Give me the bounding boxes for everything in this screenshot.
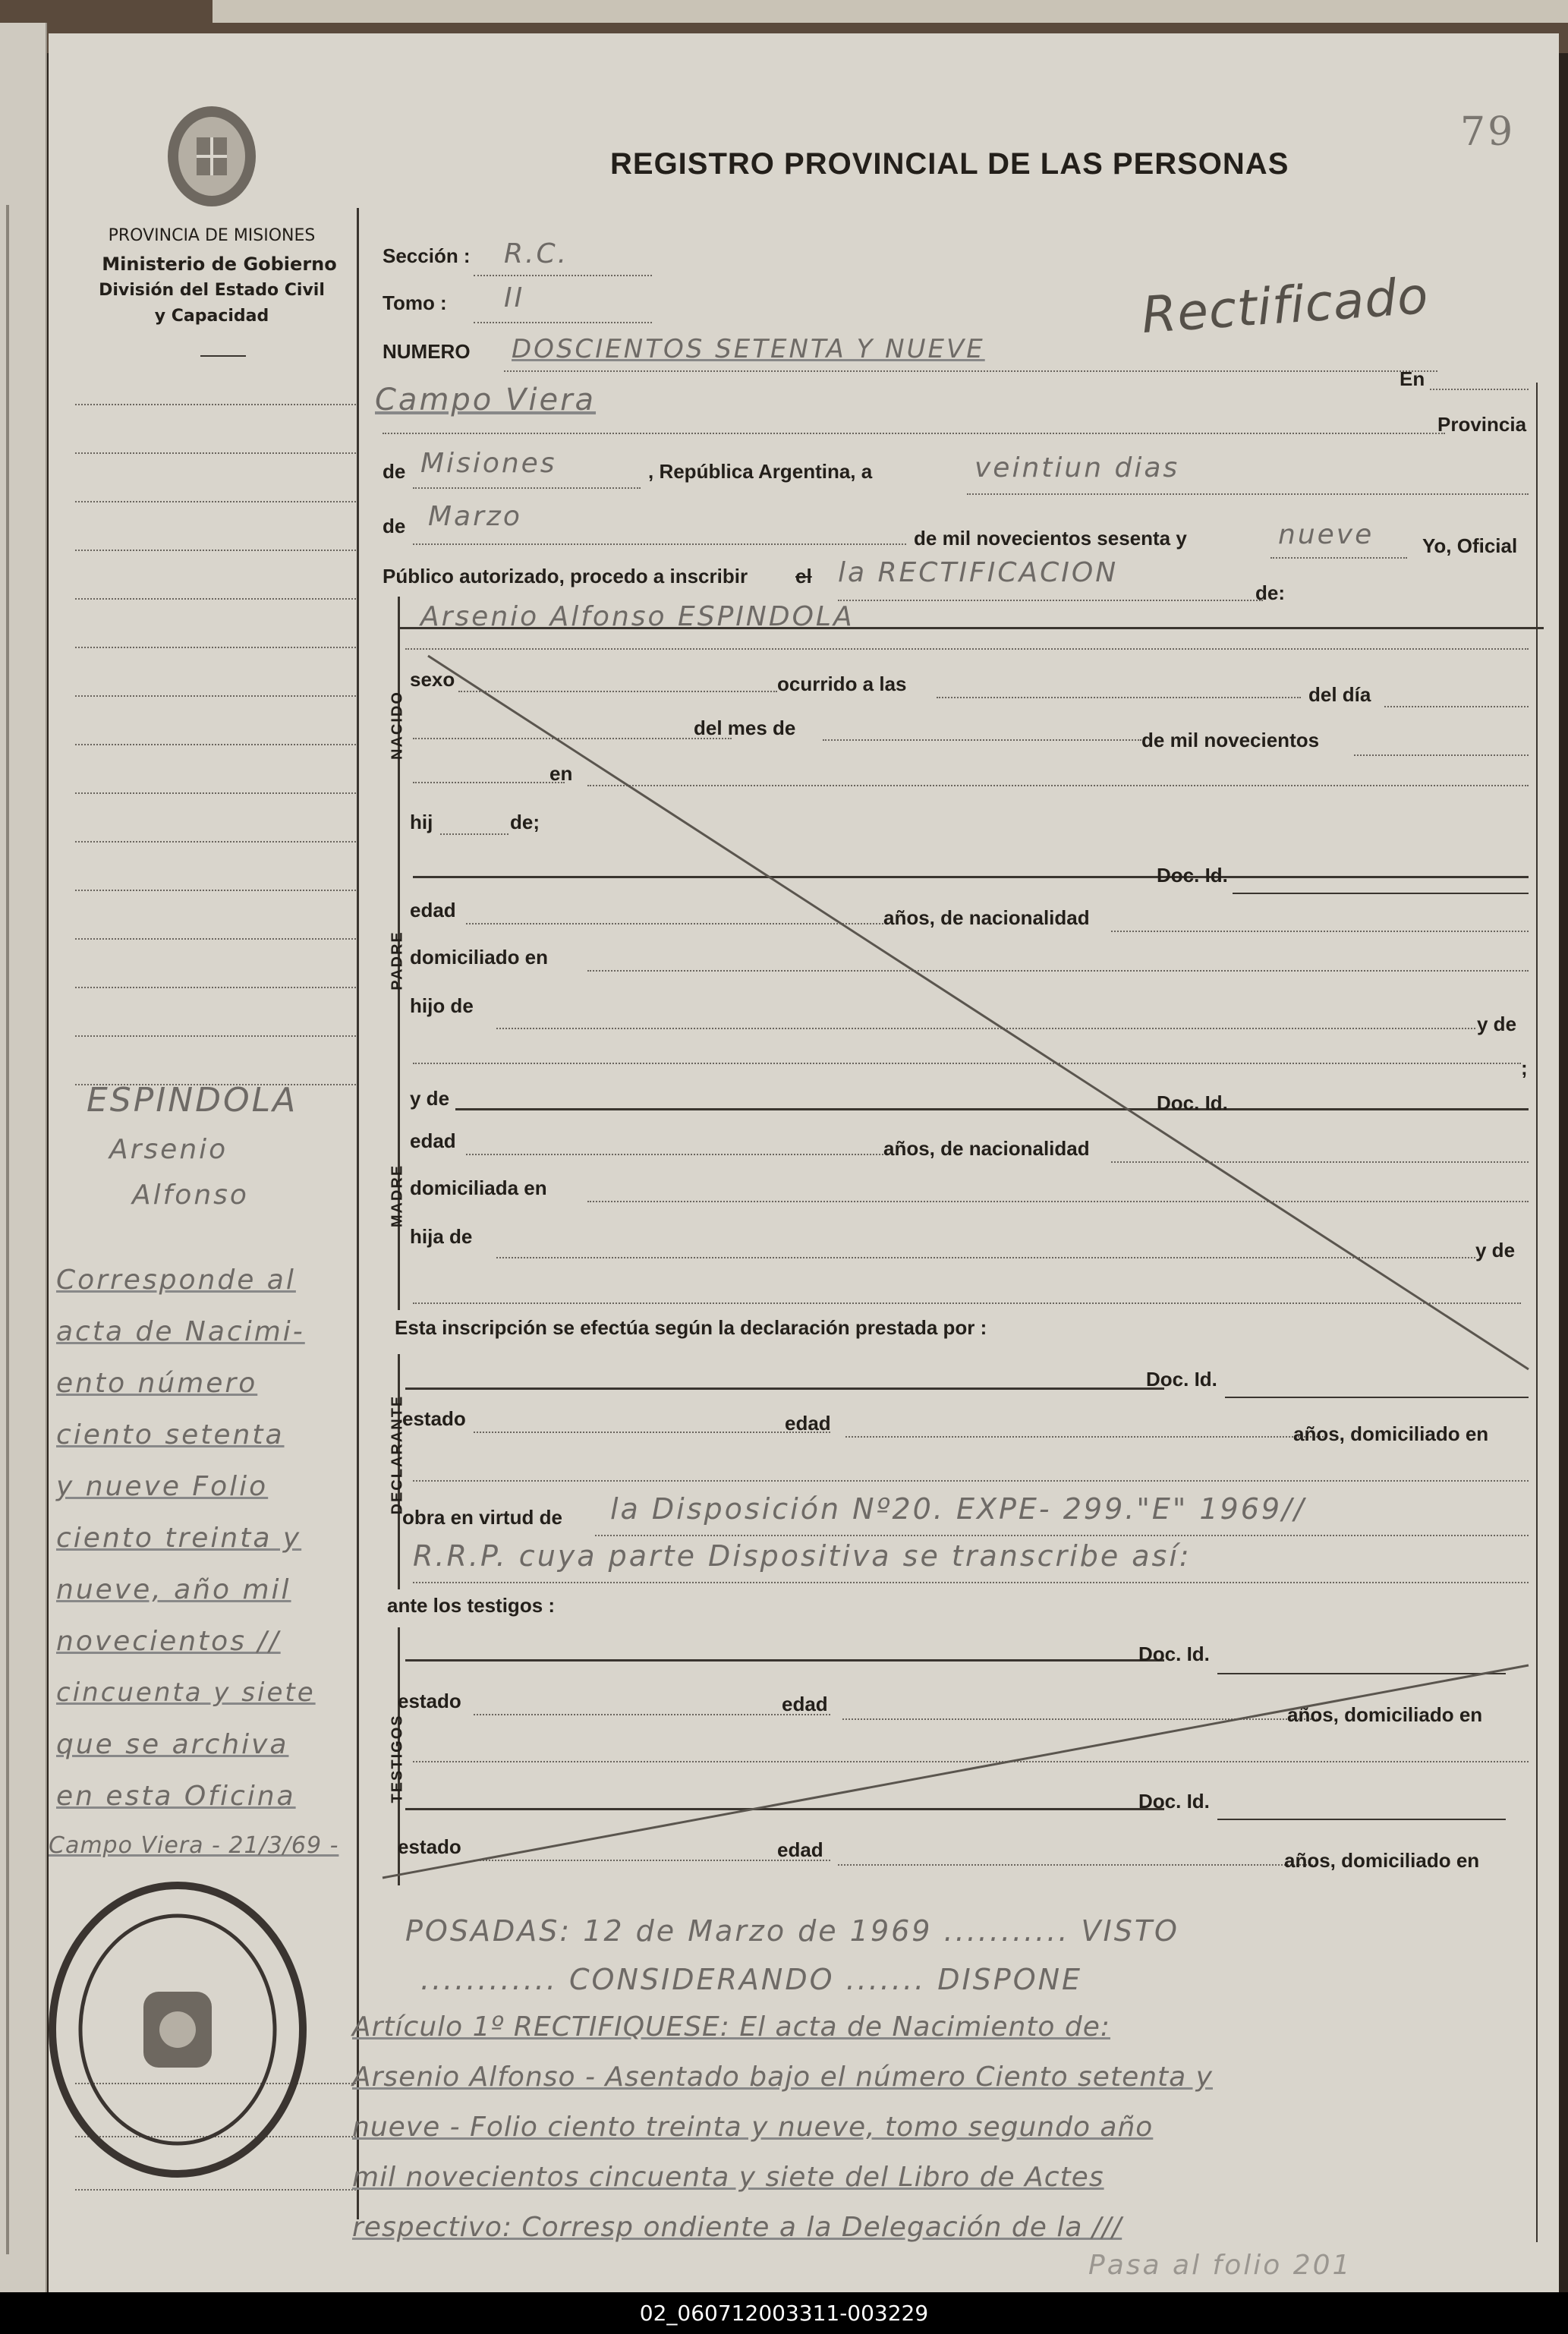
bottom-note: Pasa al folio 201 — [1088, 2250, 1352, 2281]
label-sexo: sexo — [410, 668, 455, 691]
label-hij: hij — [410, 811, 433, 833]
label-anos-dom-declarante: años, domiciliado en — [1293, 1422, 1489, 1445]
label-seccion: Sección : — [383, 244, 471, 267]
label-edad-testigo-1: edad — [782, 1693, 828, 1715]
section-label-madre: MADRE — [389, 1164, 406, 1228]
field-nombre: Arsenio Alfonso ESPINDOLA — [420, 601, 855, 632]
label-en: En — [1400, 367, 1425, 390]
label-anos-nac-padre: años, de nacionalidad — [883, 906, 1090, 929]
office-line-4: y Capacidad — [154, 307, 269, 326]
label-publico: Público autorizado, procedo a inscribir — [383, 565, 748, 587]
field-numero: DOSCIENTOS SETENTA Y NUEVE — [512, 334, 985, 364]
label-ocurrido: ocurrido a las — [777, 672, 907, 695]
margin-given-1: Arsenio — [109, 1134, 228, 1165]
field-provincia: Misiones — [420, 448, 557, 479]
label-doc-id-madre: Doc. Id. — [1157, 1091, 1228, 1114]
office-line-1: PROVINCIA DE MISIONES — [108, 226, 316, 245]
label-el: el — [795, 565, 812, 587]
office-line-3: División del Estado Civil — [99, 281, 325, 300]
folio-number: 79 — [1460, 109, 1516, 155]
label-hija-de: hija de — [410, 1225, 473, 1248]
image-id-footer: 02_060712003311-003229 — [0, 2292, 1568, 2334]
label-del-mes: del mes de — [694, 717, 796, 739]
label-estado-testigo-1: estado — [398, 1690, 461, 1712]
label-domiciliado-padre: domiciliado en — [410, 946, 549, 969]
label-doc-id-testigo-1: Doc. Id. — [1138, 1643, 1210, 1665]
label-anos-dom-testigo-2: años, domiciliado en — [1284, 1849, 1480, 1872]
adjacent-page-edge — [0, 23, 47, 2292]
label-doc-id-padre: Doc. Id. — [1157, 864, 1228, 887]
label-en-2: en — [549, 762, 573, 785]
label-provincia: Provincia — [1437, 413, 1527, 436]
label-anos-nac-madre: años, de nacionalidad — [883, 1137, 1090, 1160]
field-lugar: Campo Viera — [375, 383, 597, 417]
label-edad-declarante: edad — [785, 1412, 831, 1435]
label-tomo: Tomo : — [383, 291, 447, 314]
field-seccion: R.C. — [504, 238, 569, 269]
margin-given-2: Alfonso — [132, 1180, 249, 1211]
top-paper-edge — [213, 0, 1568, 23]
label-republica: , República Argentina, a — [648, 460, 873, 483]
section-label-declarante: DECLARANTE — [389, 1394, 406, 1515]
office-line-2: Ministerio de Gobierno — [102, 254, 337, 275]
label-doc-id-testigo-2: Doc. Id. — [1138, 1790, 1210, 1813]
form-title: REGISTRO PROVINCIAL DE LAS PERSONAS — [610, 147, 1289, 181]
label-yo-oficial: Yo, Oficial — [1422, 534, 1518, 557]
label-edad-madre: edad — [410, 1129, 456, 1152]
label-estado-declarante: estado — [402, 1407, 466, 1430]
field-obra-2: R.R.P. cuya parte Dispositiva se transcribe así: — [413, 1539, 1192, 1573]
label-y-de-padre: y de — [1477, 1013, 1517, 1035]
section-label-padre: PADRE — [389, 931, 406, 991]
label-hijo-de: hijo de — [410, 994, 474, 1017]
field-acto: la RECTIFICACION — [838, 557, 1119, 588]
label-de-mil-nov: de mil novecientos — [1141, 729, 1320, 751]
label-de-2: de — [383, 515, 406, 537]
label-domiciliada-madre: domiciliada en — [410, 1176, 547, 1199]
section-label-nacido: NACIDO — [389, 691, 406, 760]
field-anio: nueve — [1278, 519, 1374, 550]
section-label-testigos: TESTIGOS — [389, 1714, 406, 1803]
label-numero: NUMERO — [383, 340, 471, 363]
label-de-semicolon: de; — [510, 811, 540, 833]
label-de: de — [383, 460, 406, 483]
label-edad-testigo-2: edad — [777, 1838, 823, 1861]
field-mes: Marzo — [428, 501, 522, 532]
cross-out-lines — [49, 33, 1559, 2295]
label-del-dia: del día — [1308, 683, 1371, 706]
field-tomo: II — [504, 282, 525, 313]
label-doc-id-declarante: Doc. Id. — [1146, 1368, 1217, 1391]
label-y-de-madre: y de — [410, 1087, 450, 1110]
label-ante-testigos: ante los testigos : — [387, 1594, 556, 1617]
margin-surname: ESPINDOLA — [87, 1081, 298, 1120]
field-obra-1: la Disposición Nº20. EXPE- 299."E" 1969// — [610, 1492, 1306, 1526]
rectificado-signature: Rectificado — [1139, 266, 1431, 345]
label-edad-padre: edad — [410, 899, 456, 921]
label-estado-testigo-2: estado — [398, 1835, 461, 1858]
label-de-mil: de mil novecientos sesenta y — [914, 527, 1187, 550]
label-semicolon: ; — [1521, 1057, 1528, 1079]
label-de-colon: de: — [1255, 581, 1285, 604]
label-y-de-madre-2: y de — [1475, 1239, 1516, 1261]
label-anos-dom-testigo-1: años, domiciliado en — [1287, 1703, 1483, 1726]
label-esta-inscripcion: Esta inscripción se efectúa según la declaración prestada por : — [395, 1316, 987, 1339]
field-dia: veintiun dias — [974, 452, 1180, 483]
document-page: PROVINCIA DE MISIONES Ministerio de Gobierno División del Estado Civil y Capacidad ESPINDOLA Arsenio Alfonso Corresponde al acta de Nacimi- ento número ciento setenta y nueve Folio ciento treinta y nueve, año mil novecientos // cincuenta y siete que se archiva en esta Oficina Campo Viera - 21/3/69 - REGISTRO PROVINCIAL DE LAS PERSONAS 79 Rectificado Sección : R.C. Tomo : II NUMERO DOSCIENTOS SETENTA Y NUEVE En Campo Viera Provincia de Misiones , República Argentina, a veintiun dias de Marzo de mil novecientos sesenta y nueve Yo, Oficial Público autorizado, procedo a inscribir el la RECTIFICACION de: Arsenio Alfonso ESPINDOLA NACIDO sexo ocurrido a las del día del mes de de mil novecientos en hij de; PADRE Doc. Id. edad años, de nacionalidad domiciliado en hijo de y de ; MADRE y de Doc. Id. edad años, de nacionalidad domiciliada en hija de y de Esta inscripción se efectúa según la declaración prestada por : DECLARANTE Doc. Id. estado edad años, domiciliado en obra en virtud de la Disposición Nº20. EXPE- 299."E" 1969// R.R.P. cuya parte Dispositiva se transcribe así: ante los testigos : TESTIGOS Doc. Id. estado edad años, domiciliado en Doc. Id. estado edad años, domiciliado en POSADAS: 12 de Marzo de 1969 ........... VISTO ............ CONSIDERANDO ....... DISPONE Artículo 1º RECTIFIQUESE: El acta de Nacimiento de: Arsenio Alfonso - Asentado bajo el número Ciento setenta y nueve - Folio ciento treinta y nueve, tomo segundo año mil novecientos cincuenta y siete del Libro de Actes respectivo: Corresp ondiente a la Delegación de la /// Pasa al folio 201 — [49, 33, 1559, 2295]
label-obra: obra en virtud de — [402, 1506, 562, 1529]
